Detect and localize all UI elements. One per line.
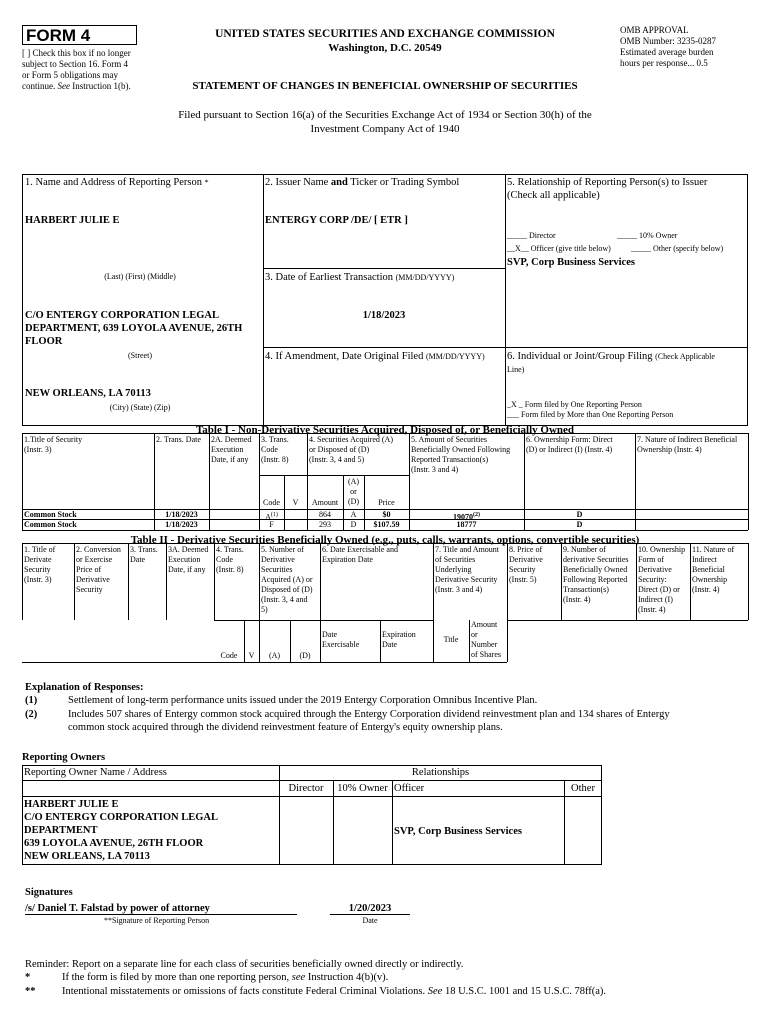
t1-col2a-header: 2A. Deemed Execution Date, if any: [211, 435, 252, 464]
note1-text: If the form is filed by more than one reporting person, see Instruction 4(b)(v).: [62, 972, 389, 983]
owners-heading: Reporting Owners: [22, 752, 106, 763]
t1-col6-header: 6. Ownership Form: Direct (D) or Indirect (I) (Instr. 4): [526, 435, 613, 454]
filed-pursuant: Filed pursuant to Section 16(a) of the Securities Exchange Act of 1934 or Section 30(h) of the Investment Company Act of 1940: [178, 109, 592, 135]
t1-col1-header: 1.Title of Security (Instr. 3): [24, 435, 83, 454]
box1-label: 1. Name and Address of Reporting Person *: [25, 177, 209, 188]
reporting-person-street: C/O ENTERGY CORPORATION LEGAL DEPARTMENT, 639 LOYOLA AVENUE, 26TH FLOOR: [25, 310, 243, 347]
t2-sub-title: Title: [443, 635, 459, 644]
explanation-num-1: (1): [25, 695, 38, 706]
t1-sub-ad: (A) or (D): [347, 477, 360, 506]
box6-label: 6. Individual or Joint/Group Filing (Check Applicable Line): [507, 351, 715, 374]
owners-col-director: Director: [288, 783, 324, 794]
signer-caption: **Signature of Reporting Person: [104, 916, 210, 925]
t1-sub-amount: Amount: [311, 498, 339, 507]
agency-location: Washington, D.C. 20549: [328, 42, 442, 54]
t2-sub-v: V: [248, 651, 255, 660]
street-caption: (Street): [128, 351, 152, 360]
reporting-person-city: NEW ORLEANS, LA 70113: [25, 388, 151, 399]
box3-label: 3. Date of Earliest Transaction (MM/DD/YYYY): [265, 272, 455, 283]
name-caption: (Last) (First) (Middle): [104, 272, 176, 281]
t2-sub-date-ex: Date Exercisable: [322, 630, 360, 649]
agency-name: UNITED STATES SECURITIES AND EXCHANGE COMMISSION: [215, 28, 555, 40]
t1-sub-price: Price: [378, 498, 395, 507]
box5-other: _____ Other (specify below): [631, 244, 724, 253]
t2-c6-header: 6. Date Exercisable and Expiration Date: [322, 545, 398, 564]
statement-title: STATEMENT OF CHANGES IN BENEFICIAL OWNERSHIP OF SECURITIES: [192, 80, 578, 92]
t1-col2-header: 2. Trans. Date: [156, 435, 201, 444]
owner-name-address: HARBERT JULIE E C/O ENTERGY CORPORATION LEGAL DEPARTMENT 639 LOYOLA AVENUE, 26TH FLOOR NEW ORLEANS, LA 70113: [24, 799, 218, 862]
box4-label: 4. If Amendment, Date Original Filed (MM/DD/YYYY): [265, 351, 485, 362]
t1-col7-header: 7. Nature of Indirect Beneficial Ownership (Instr. 4): [637, 435, 738, 454]
city-caption: (City) (State) (Zip): [109, 403, 171, 412]
owners-col-ten: 10% Owner: [337, 783, 388, 794]
owners-col-relationships: Relationships: [411, 767, 470, 778]
owners-col-other: Other: [571, 783, 595, 794]
t2-sub-d: (D): [299, 651, 311, 660]
t2-sub-amount: Amount or Number of Shares: [471, 620, 501, 659]
box5-ten-pct: _____ 10% Owner: [617, 231, 678, 240]
t2-c5-header: 5. Number of Derivative Securities Acquired (A) or Disposed of (D) (Instr. 3, 4 and 5): [261, 545, 313, 614]
t2-c3a-header: 3A. Deemed Execution Date, if any: [168, 545, 209, 574]
t2-c2-header: 2. Conversion or Exercise Price of Derivative Security: [76, 545, 121, 594]
officer-title: SVP, Corp Business Services: [507, 257, 635, 268]
form-title-box: [22, 25, 137, 45]
box2-label: 2. Issuer Name and Ticker or Trading Symbol: [265, 177, 460, 188]
t2-c1-header: 1. Title of Derivate Security (Instr. 3): [24, 545, 56, 584]
note2-mark: **: [25, 986, 36, 997]
signatures-heading: Signatures: [25, 887, 73, 898]
explanation-text-2: Includes 507 shares of Entergy common stock acquired through the Entergy Corporation dividend reinvestment plan and 134 shares of Entergy common stock acquired through the dividend reinvestment feature of Entergy's equity ownership plans.: [68, 709, 670, 733]
omb-approval: OMB APPROVAL OMB Number: 3235-0287 Estimated average burden hours per response... 0.5: [620, 25, 716, 68]
t2-c4-header: 4. Trans. Code (Instr. 8): [216, 545, 244, 574]
note2-text: Intentional misstatements or omissions of facts constitute Federal Criminal Violations. See 18 U.S.C. 1001 and 15 U.S.C. 78ff(a).: [62, 986, 607, 997]
owners-col-officer: Officer: [394, 783, 425, 794]
signer-name: /s/ Daniel T. Falstad by power of attorney: [25, 903, 210, 914]
reporting-person-name: HARBERT JULIE E: [25, 215, 120, 226]
form-title: FORM 4: [26, 26, 91, 45]
t2-sub-a: (A): [268, 651, 281, 660]
t1-sub-v: V: [292, 498, 299, 507]
box5-label: 5. Relationship of Reporting Person(s) to Issuer (Check all applicable): [507, 177, 708, 201]
t2-sub-exp: Expiration Date: [382, 630, 416, 649]
table2-title: Table II - Derivative Securities Beneficially Owned (e.g., puts, calls, warrants, options, convertible securities): [130, 534, 640, 546]
t1-col5-header: 5. Amount of Securities Beneficially Owned Following Reported Transaction(s) (Instr. 3 and 4): [411, 435, 511, 474]
t2-c8-header: 8. Price of Derivative Security (Instr. 5): [509, 545, 543, 584]
box5-director: _____ Director: [507, 231, 556, 240]
filing-option-one: _X _ Form filed by One Reporting Person: [507, 400, 642, 409]
filing-option-many: ___ Form filed by More than One Reporting Person: [507, 410, 674, 419]
t2-sub-code: Code: [220, 651, 238, 660]
t1-sub-code: Code: [263, 498, 280, 507]
checkbox-note: [ ] Check this box if no longer subject to Section 16. Form 4 or Form 5 obligations may continue. See Instruction 1(b).: [22, 48, 131, 91]
issuer-name: ENTERGY CORP /DE/ [ ETR ]: [265, 215, 408, 226]
t2-c10-header: 10. Ownership Form of Derivative Security: Direct (D) or Indirect (I) (Instr. 4): [638, 545, 686, 614]
reminder-text: Reminder: Report on a separate line for each class of securities beneficially owned directly or indirectly.: [25, 959, 464, 970]
signature-date: 1/20/2023: [348, 903, 392, 914]
date-caption: Date: [362, 916, 378, 925]
explanation-num-2: (2): [25, 709, 38, 720]
t1-col4-header: 4. Securities Acquired (A) or Disposed of (D) (Instr. 3, 4 and 5): [309, 435, 393, 464]
t2-c9-header: 9. Number of derivative Securities Beneficially Owned Following Reported Transaction(s) (Instr. 4): [563, 545, 629, 604]
table1-title: Table I - Non-Derivative Securities Acquired, Disposed of, or Beneficially Owned: [195, 424, 575, 436]
box5-officer: __X__ Officer (give title below): [507, 244, 611, 253]
t2-c11-header: 11. Nature of Indirect Beneficial Ownership (Instr. 4): [692, 545, 735, 594]
t1-col3-header: 3. Trans. Code (Instr. 8): [261, 435, 289, 464]
t2-c3-header: 3. Trans. Date: [130, 545, 158, 564]
owner-officer-value: SVP, Corp Business Services: [394, 826, 522, 837]
earliest-transaction-date: 1/18/2023: [362, 310, 406, 321]
owners-col-name: Reporting Owner Name / Address: [24, 767, 167, 778]
explanation-heading: Explanation of Responses:: [25, 682, 144, 693]
t2-c7-header: 7. Title and Amount of Securities Underlying Derivative Security (Instr. 3 and 4): [435, 545, 500, 594]
explanation-text-1: Settlement of long-term performance units issued under the 2019 Entergy Corporation Omnibus Incentive Plan.: [68, 695, 538, 706]
note1-mark: *: [25, 972, 31, 983]
